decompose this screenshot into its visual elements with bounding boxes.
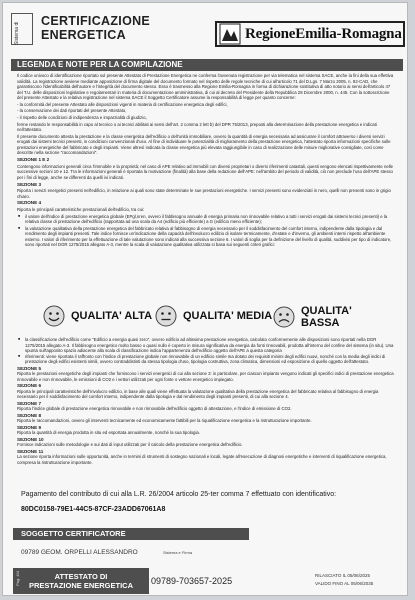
bullet-item: ■ riferimenti: viene riportata il raffronto con l'indice di prestazione globale non rinnovabile di un edificio simile ma dotato dei requisiti minimi degli edifici nuovi, nonché con la media degli indici di prestazione degli edifici esistenti simili, ovvero contraddistinti da stessa tipologia d'uso, tipologia costruttiva, zona climatica, dimensioni ed esposizione di quello oggetto dell'attestato. [17, 354, 395, 365]
legend-body-lower [17, 337, 395, 465]
bullet-item: ■ il valore dell'indice di prestazione energetica globale (EPgl,nren, ovvero il fabbisogno annuale di energia primaria non rinnovabile relativo a tutti i servizi erogati dai sistemi tecnici presenti) e la relativa classe di prestazione dell'edificio (rapportata ad una scala da A4 (edificio più efficiente) a G (edificio meno efficiente); [17, 214, 395, 225]
document-page [2, 2, 408, 596]
section-text: Riporta le principali caratteristiche dell'involucro edilizio, in base alle quali viene effettuata la valutazione qualitativa della prestazione energetica del fabbricato relativa al fabbisogno di energia necessario per il soddisfacimento del comfort interno, indipendente dalla tipologia e dal rendimento degli impianti presenti, di cui alla sezione 4. [17, 388, 379, 399]
section-title: SEZIONE 6 [17, 383, 41, 388]
page-header [11, 13, 403, 53]
payment-code: 80DC0158-79E1-44C5-87CF-23ADD67061A8 [21, 506, 166, 513]
legend-banner: LEGENDA E NOTE PER LA COMPILAZIONE [11, 59, 403, 71]
section-title: SEZIONE 10 [17, 436, 44, 442]
section-title: SEZIONE 4 [17, 200, 41, 206]
intro-item: - il rispetto delle condizioni di indipendenza e imparzialità di giudizio, [17, 115, 147, 121]
region-emblem-icon [219, 23, 241, 45]
quality-medium [155, 305, 272, 327]
section-title: SEZIONE 9 [17, 424, 41, 430]
happy-face-icon [43, 305, 65, 327]
footer-banner-line-1: ATTESTATO DI [54, 572, 108, 581]
section-text: Riporta l'indice globale di prestazione energetica rinnovabile e non rinnovabile dell'edificio oggetto di attestazione, e l'indice di emissione di CO2. [17, 406, 292, 411]
intro-item: - la conservazione dei dati riportati del presente Attestato, [17, 108, 127, 114]
ape-identifier: 09789-703657-2025 [151, 576, 233, 586]
neutral-face-icon [155, 305, 177, 327]
certification-logo [11, 13, 33, 45]
quality-low-label: QUALITA' BASSA [301, 305, 352, 329]
quality-scale [43, 301, 373, 331]
sad-face-icon [273, 306, 295, 328]
section-text: La sezione riporta informazioni sulle opportunità, anche in termini di strumenti di sostegno nazionali e locali, legate all'esecuzione di diagnosi energetiche e interventi di riqualificazione energetica, compresa la ristrutturazione importante. [17, 454, 387, 465]
signature-label: Sistema e Firma [163, 550, 193, 555]
certifier-name: 09789 GEOM. ORPELLI ALESSANDRO [21, 549, 138, 556]
section-text: Riporta la quantità di energia prodotta in situ ed esportata annualmente, nonché la sua tipologia. [17, 430, 200, 435]
section-title: SEZIONE 11 [17, 448, 44, 454]
section-title: SEZIONE 3 [17, 181, 41, 187]
section-text: Riporta i servizi energetici presenti nell'edificio, in relazione ai quali sono state determinate le sue prestazioni energetiche. I servizi presenti sono evidenziati in nero, quelli non presenti sono in grigio chiaro. [17, 188, 391, 199]
validity-dates [315, 572, 373, 588]
footer-banner [13, 568, 149, 594]
footer-banner-line-2: PRESTAZIONE ENERGETICA [28, 581, 134, 590]
quality-low [273, 305, 373, 329]
system-side-text: Sistema di [14, 21, 20, 45]
section4-bullets [17, 214, 395, 248]
section-title: SEZIONE 5 [17, 365, 41, 371]
legend-body [17, 73, 395, 249]
section-text: Riporta le raccomandazioni, ovvero gli interventi tecnicamente ed economicamente fattibili per la riqualificazione energetica e la ristrutturazione importante. [17, 418, 312, 423]
valid-until-date: VALIDO FINO AL 05/06/2035 [315, 581, 374, 586]
bullet-item: ■ la valutazione qualitativa della prestazione energetica del fabbricato relativa al fabbisogno di energia necessario per il soddisfacimento del comfort interno, indipendente dalla tipologia e dal rendimento degli impianti presenti. Tale indice fornisce un'indicazione della capacità dell'involucro edilizio di isolare termicamente, d'estate e d'inverno, gli ambienti interni rispetto all'ambiente esterno. I valori di riferimento per la effettuazione di tale valutazione sono indicati alla successiva sezione 6. I valori di soglia per la definizione del livello di qualità, suddivisi per tipo di indicatore, sono riportati nel DGR 1275/2015 allegato A-3, mentre la scala di valutazione qualitativa utilizzata si basa sui seguenti criteri grafici: [17, 226, 395, 248]
page-number: Pag. 4/4 [15, 571, 20, 586]
section-text: Riporta le principali caratteristiche prestazionali dell'edificio, tra cui: [17, 207, 145, 213]
intro-paragraph: Il presente documento attesta la prestazione e la classe energetica dell'edificio o dell'unità immobiliare, ovvero la quantità di energia necessaria ad assicurare il comfort attraverso i diversi servizi erogati dai sistemi tecnici presenti, in condizioni convenzionali d'uso. Al fine di individuare le potenzialità di miglioramento della prestazione energetica, l'attestato riporta informazioni specifiche sulle prestazioni energetiche del fabbricato e degli impianti. Viene altresì indicata la classe energetica più elevata raggiungibile in caso di realizzazione delle misure migliorative consigliate, così come descritte nella sezione "raccomandazioni". [17, 133, 391, 156]
certifier-banner: SOGGETTO CERTIFICATORE [13, 528, 249, 540]
section4-bullets-after [17, 337, 395, 365]
title-line-2: ENERGETICA [41, 28, 126, 42]
bullet-item: ■ la classificazione dell'edificio come "Edificio a energia quasi zero", ovvero edificio ad altissima prestazione energetica, calcolato conformemente alle disposizioni sono riportati nella DGR 1275/2015 allegato A-3. Il fabbisogno energetico molto basso o quasi nullo è coperto in misura significativa da energia da fonti rinnovabili, prodotta all'interno del confine del sistema (in situ). Una spunta sull'apposito spazio adiacente alla scala di classificazione indica l'appartenenza dell'edificio oggetto dell'APE a questa categoria [17, 337, 395, 354]
payment-text: Pagamento del contributo di cui alla L.R. 26/2004 articolo 25-ter comma 7 effettuato con identificativo: [21, 491, 337, 498]
page-title [41, 14, 150, 42]
intro-item: - la conformità del presente Attestato alle disposizioni vigenti in materia di certificazione energetica degli edifici, [17, 101, 228, 107]
region-name: RegioneEmilia-Romagna [245, 25, 402, 42]
title-line-1: CERTIFICAZIONE [41, 14, 151, 28]
section-title: SEZIONE 1 E 2 [17, 157, 50, 163]
section-title: SEZIONE 7 [17, 400, 41, 406]
section-text: Fornisce indicazioni sulle metodologie e sui dati di input utilizzati per il calcolo della prestazione energetica dell'edificio. [17, 442, 243, 447]
section-text: Riporta le prestazioni energetiche degli impianti che forniscono i servizi energetici di cui alla sezione 3: in particolare, per ciascun impianto vengono indicati gli specifici indici di prestazione energetica rinnovabile e non rinnovabile, le emissioni di CO2 e i vettori utilizzati per ogni fonte o vettore energetico impiegato. [17, 371, 394, 382]
quality-high [43, 305, 152, 327]
section-title: SEZIONE 8 [17, 412, 41, 418]
intro-paragraph: ferme restando le responsabilità in capo al tecnico o ai tecnici abilitati ai sensi dell'art. 2 comma 2 lett b) del DPR 75/2013, preposti alla determinazione della prestazione energetica e indicati nell'attestato. [17, 121, 377, 133]
quality-medium-label: QUALITA' MEDIA [183, 310, 273, 322]
region-logo [215, 21, 405, 47]
quality-high-label: QUALITA' ALTA [71, 310, 153, 322]
section-text: Contengono informazioni generali circa l'immobile e la proprietà; nel caso di APE relativo ad immobili con diversi proprietari o diversi riferimenti catastali, questi vengono elencati rispettivamente nelle successive sezioni 10 e 12. Tra le informazioni generali è riportata la motivazione (finalità) alla base della redazione dell'APE: nell'ambito del periodo di validità, ciò non preclude l'uso dell'APE stesso per i fini di legge, anche se differenti da quelli ivi indicati. [17, 163, 394, 180]
intro-paragraph: Il codice univoco di identificazione riportato sul presente Attestato di Prestazione Energetica ne conferma l'avvenuta registrazione per via telematica nel sistema SACE, anche la fini della sua effettiva validità. La registrazione avviene mediante apposizione di firma digitale del documento formato nel rispetto delle regole tecniche di cui all'articolo 71 del D.Lgs. 7 Marzo 2005, n. 82-CAD, che garantiscono l'identificabilità dell'autore e l'integrità del documento stesso. Esso è trasmesso alla Regione Emilia-Romagna in forma di dichiarazione sostitutiva di atto notorio ai sensi dell'articolo 47 del T.U. delle disposizioni legislative e regolamentari in materia di documentazione amministrativa, di cui al decreto del Presidente della Repubblica 28 Dicembre 2000, n. 445. Con la sottoscrizione del presente Attestato e la relativa registrazione nel sistema SACE il Soggetto Certificatore assume la responsabilità di legge per quanto concerne: [17, 73, 394, 100]
issued-date: RILASCIATO IL 05/06/2025 [315, 573, 370, 578]
